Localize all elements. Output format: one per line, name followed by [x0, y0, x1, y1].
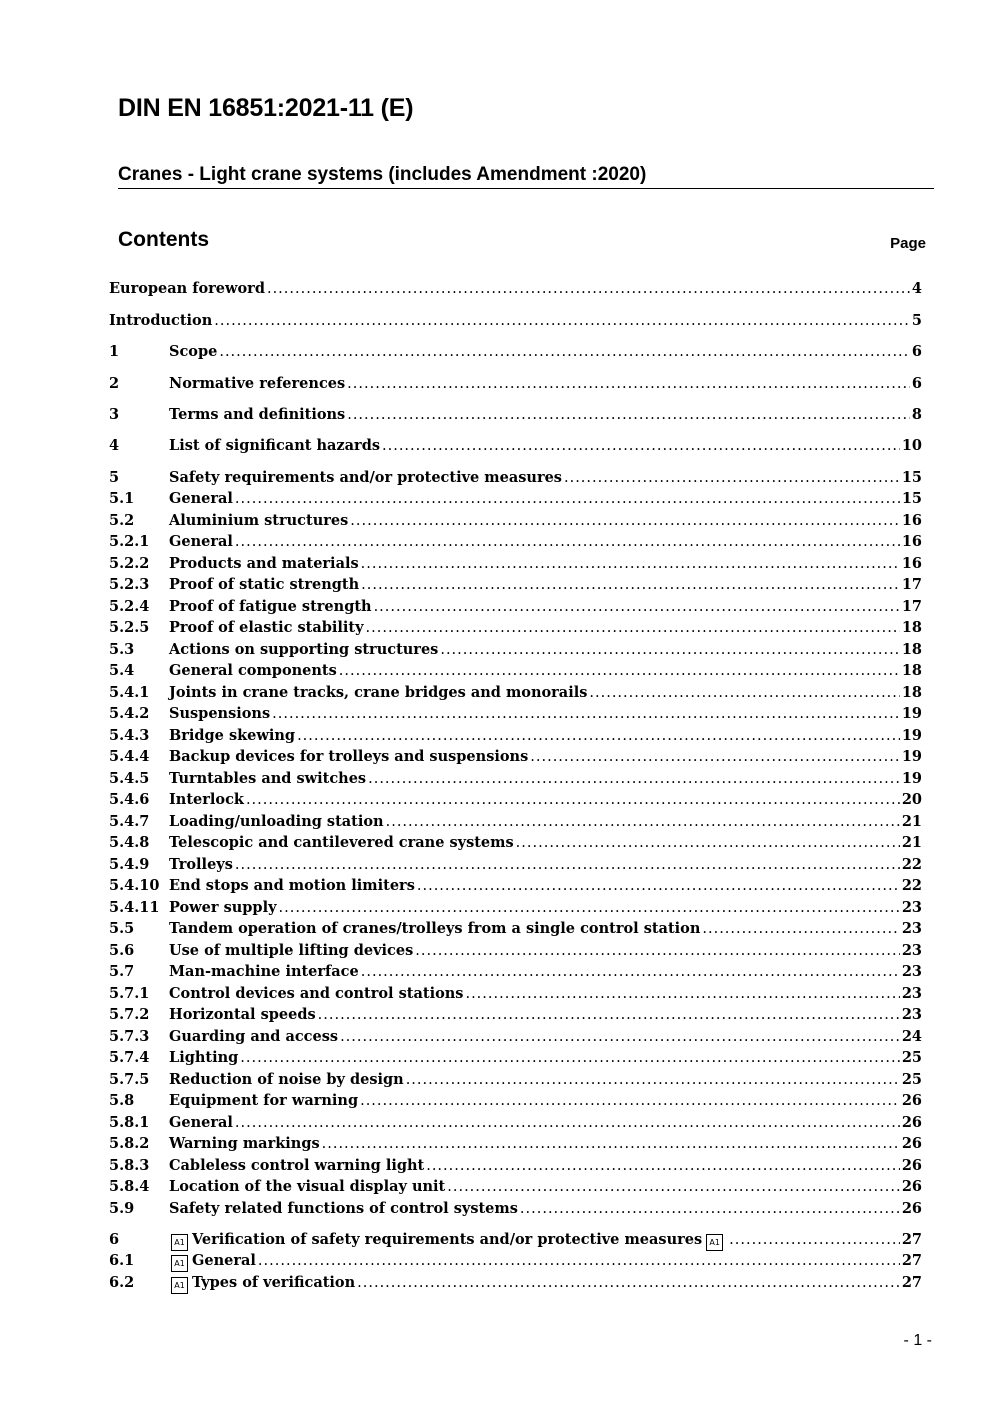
dot-leader	[235, 491, 900, 507]
toc-entry-page: 25	[901, 1071, 922, 1088]
toc-entry[interactable]	[109, 343, 922, 365]
toc-entry-title-wrap	[169, 1135, 320, 1152]
toc-entry-title-wrap	[169, 813, 384, 830]
toc-entry-number: 5.4.6	[109, 791, 150, 808]
toc-entry-title: End stops and motion limiters	[169, 877, 415, 894]
toc-entry-title: European foreword	[109, 280, 265, 297]
toc-entry[interactable]	[109, 813, 922, 835]
toc-entry-title-wrap	[169, 1178, 445, 1195]
toc-entry-title-wrap	[169, 533, 233, 550]
dot-leader	[357, 1275, 900, 1291]
toc-entry[interactable]	[109, 748, 922, 770]
dot-leader	[340, 1029, 900, 1045]
dot-leader	[368, 771, 900, 787]
toc-entry-page: 26	[901, 1157, 922, 1174]
toc-entry-title-wrap	[169, 1092, 358, 1109]
dot-leader	[382, 438, 900, 454]
dot-leader	[386, 814, 900, 830]
toc-entry-title: Normative references	[169, 375, 346, 392]
toc-entry-title: General	[169, 533, 233, 550]
toc-entry[interactable]	[109, 1006, 922, 1028]
toc-entry-title: Use of multiple lifting devices	[169, 942, 414, 959]
toc-entry[interactable]	[109, 1157, 922, 1179]
toc-entry-number: 5.4.5	[109, 770, 150, 787]
toc-entry-title: Lighting	[169, 1049, 239, 1066]
toc-entry-title: Proof of elastic stability	[169, 619, 364, 636]
dot-leader	[322, 1136, 900, 1152]
toc-entry[interactable]	[109, 963, 922, 985]
toc-entry-title-wrap	[169, 920, 700, 937]
toc-entry-title: Reduction of noise by design	[169, 1071, 404, 1088]
toc-entry-page: 18	[901, 619, 922, 636]
dot-leader	[235, 857, 900, 873]
toc-entry-title: Tandem operation of cranes/trolleys from a single control station	[169, 920, 701, 937]
toc-entry-page: 16	[901, 512, 922, 529]
dot-leader	[235, 534, 900, 550]
toc-entry[interactable]	[109, 280, 922, 302]
toc-entry[interactable]	[109, 791, 922, 813]
toc-entry-number: 5.2	[109, 512, 135, 529]
toc-entry[interactable]	[109, 727, 922, 749]
toc-entry-number: 5.4.10	[109, 877, 160, 894]
toc-entry-title-wrap	[169, 963, 359, 980]
toc-entry[interactable]	[109, 920, 922, 942]
dot-leader	[520, 1201, 900, 1217]
toc-entry-page: 23	[901, 899, 922, 916]
toc-entry-title: Interlock	[169, 791, 244, 808]
contents-heading: Contents	[118, 228, 209, 251]
toc-entry-number: 6.1	[109, 1252, 135, 1269]
dot-leader	[318, 1007, 900, 1023]
dot-leader	[417, 878, 900, 894]
toc-entry-page: 6	[911, 343, 922, 360]
dot-leader	[279, 900, 900, 916]
toc-entry-page: 23	[901, 920, 922, 937]
toc-entry-page: 25	[901, 1049, 922, 1066]
dot-leader	[729, 1232, 900, 1248]
toc-entry-page: 18	[901, 684, 922, 701]
toc-entry-page: 26	[901, 1092, 922, 1109]
toc-entry[interactable]	[109, 641, 922, 663]
toc-entry-title-wrap	[169, 856, 233, 873]
toc-entry-number: 6	[109, 1231, 120, 1248]
toc-entry-page: 23	[901, 1006, 922, 1023]
dot-leader	[246, 792, 900, 808]
toc-entry-title: Trolleys	[169, 856, 233, 873]
toc-entry-title: Control devices and control stations	[169, 985, 464, 1002]
toc-entry-title-wrap	[169, 490, 233, 507]
dot-leader	[366, 620, 900, 636]
toc-entry-title-wrap	[169, 1049, 238, 1066]
dot-leader	[347, 407, 910, 423]
toc-entry-number: 1	[109, 343, 120, 360]
amendment-start-icon: A1	[171, 1277, 188, 1294]
toc-entry-page: 15	[901, 490, 922, 507]
toc-entry-page: 4	[911, 280, 922, 297]
toc-entry-title-wrap	[169, 406, 345, 423]
toc-entry-page: 21	[901, 834, 922, 851]
toc-entry-title: Man-machine interface	[169, 963, 359, 980]
toc-entry-title-wrap	[169, 662, 337, 679]
toc-entry-number: 5.4.4	[109, 748, 150, 765]
toc-entry[interactable]	[109, 1092, 922, 1114]
toc-entry-page: 5	[911, 312, 922, 329]
dot-leader	[516, 835, 900, 851]
toc-entry-number: 5.2.5	[109, 619, 150, 636]
toc-entry[interactable]	[109, 1028, 922, 1050]
toc-entry-page: 19	[901, 770, 922, 787]
toc-entry-title-wrap	[169, 748, 528, 765]
toc-entry-title-wrap	[169, 1157, 424, 1174]
toc-entry-page: 22	[901, 856, 922, 873]
toc-entry-title-wrap	[169, 375, 345, 392]
toc-entry-page: 8	[911, 406, 922, 423]
toc-entry-title: Actions on supporting structures	[169, 641, 439, 658]
document-subtitle: Cranes - Light crane systems (includes Amendment :2020)	[118, 164, 934, 189]
toc-entry-page: 19	[901, 727, 922, 744]
toc-entry-title-wrap	[169, 1114, 233, 1131]
toc-entry-title-wrap	[169, 899, 277, 916]
toc-entry-title: Warning markings	[169, 1135, 320, 1152]
toc-entry-page: 23	[901, 963, 922, 980]
toc-entry[interactable]	[109, 469, 922, 491]
dot-leader	[465, 986, 899, 1002]
toc-entry-number: 5.7.5	[109, 1071, 150, 1088]
toc-entry[interactable]	[109, 877, 922, 899]
toc-entry[interactable]	[109, 985, 922, 1007]
dot-leader	[350, 513, 900, 529]
toc-entry-title: Equipment for warning	[169, 1092, 359, 1109]
toc-entry[interactable]	[109, 1231, 922, 1253]
toc-entry-page: 19	[901, 748, 922, 765]
toc-entry[interactable]	[109, 406, 922, 428]
toc-entry-page: 24	[901, 1028, 922, 1045]
toc-entry-number: 2	[109, 375, 120, 392]
toc-entry-title: General	[169, 490, 233, 507]
dot-leader	[360, 1093, 900, 1109]
toc-entry-title: Loading/unloading station	[169, 813, 384, 830]
toc-entry-title: General	[192, 1252, 256, 1269]
dot-leader	[447, 1179, 900, 1195]
toc-entry[interactable]	[109, 662, 922, 684]
toc-entry-page: 27	[901, 1252, 922, 1269]
dot-leader	[530, 749, 900, 765]
toc-entry-number: 5.7	[109, 963, 135, 980]
toc-entry-title: Guarding and access	[169, 1028, 339, 1045]
toc-entry-title: Safety requirements and/or protective measures	[169, 469, 562, 486]
toc-entry[interactable]	[109, 555, 922, 577]
toc-entry-number: 5.9	[109, 1200, 135, 1217]
toc-entry-title-wrap	[169, 1274, 355, 1294]
dot-leader	[214, 313, 910, 329]
toc-entry[interactable]	[109, 576, 922, 598]
toc-entry-title: Cableless control warning light	[169, 1157, 425, 1174]
page-number: - 1 -	[903, 1332, 932, 1349]
toc-entry-number: 4	[109, 437, 120, 454]
toc-entry[interactable]	[109, 375, 922, 397]
toc-entry-number: 5.8.4	[109, 1178, 150, 1195]
toc-entry[interactable]	[109, 705, 922, 727]
dot-leader	[219, 344, 910, 360]
dot-leader	[406, 1072, 900, 1088]
dot-leader	[361, 577, 900, 593]
toc-entry-page: 26	[901, 1114, 922, 1131]
toc-entry-number: 5.4.1	[109, 684, 150, 701]
toc-entry-page: 17	[901, 576, 922, 593]
toc-entry[interactable]	[109, 512, 922, 534]
toc-entry-title-wrap	[169, 791, 244, 808]
toc-entry-title-wrap	[169, 877, 415, 894]
toc-entry-title-wrap	[169, 469, 562, 486]
toc-entry-number: 5.5	[109, 920, 135, 937]
toc-entry-title-wrap	[169, 512, 348, 529]
toc-entry-number: 5.2.3	[109, 576, 150, 593]
toc-entry-page: 23	[901, 942, 922, 959]
toc-entry-title-wrap	[169, 1252, 256, 1272]
dot-leader	[702, 921, 899, 937]
dot-leader	[235, 1115, 900, 1131]
toc-entry-number: 5.1	[109, 490, 135, 507]
toc-entry-number: 5.6	[109, 942, 135, 959]
toc-entry-title: Backup devices for trolleys and suspensions	[169, 748, 529, 765]
dot-leader	[361, 556, 900, 572]
toc-entry-title-wrap	[169, 343, 217, 360]
toc-entry[interactable]	[109, 437, 922, 459]
toc-entry-title-wrap	[169, 705, 270, 722]
dot-leader	[361, 964, 900, 980]
toc-entry[interactable]	[109, 1135, 922, 1157]
toc-entry-number: 5	[109, 469, 120, 486]
toc-entry-title-wrap	[169, 985, 463, 1002]
toc-entry-number: 5.4.8	[109, 834, 150, 851]
amendment-start-icon: A1	[171, 1234, 188, 1251]
toc-entry[interactable]	[109, 1200, 922, 1222]
dot-leader	[272, 706, 900, 722]
toc-entry-number: 5.4.9	[109, 856, 150, 873]
toc-entry-title: Types of verification	[192, 1274, 356, 1291]
document-title: DIN EN 16851:2021-11 (E)	[118, 94, 414, 122]
toc-entry-page: 17	[901, 598, 922, 615]
toc-entry-number: 5.8.2	[109, 1135, 150, 1152]
toc-entry-title-wrap	[109, 280, 265, 297]
toc-entry[interactable]	[109, 684, 922, 706]
toc-entry[interactable]	[109, 834, 922, 856]
toc-entry-title-wrap	[169, 1006, 316, 1023]
toc-entry-title-wrap	[169, 770, 366, 787]
toc-entry-title: Turntables and switches	[169, 770, 367, 787]
toc-entry-title: General components	[169, 662, 337, 679]
toc-entry-title: Scope	[169, 343, 218, 360]
toc-entry-page: 16	[901, 555, 922, 572]
toc-entry-page: 19	[901, 705, 922, 722]
toc-entry[interactable]	[109, 1049, 922, 1071]
toc-entry-page: 16	[901, 533, 922, 550]
dot-leader	[347, 376, 910, 392]
toc-entry-title: Introduction	[109, 312, 213, 329]
toc-entry-title-wrap	[169, 942, 413, 959]
toc-entry[interactable]	[109, 856, 922, 878]
toc-entry-number: 5.7.1	[109, 985, 150, 1002]
toc-entry[interactable]	[109, 899, 922, 921]
toc-entry-page: 27	[901, 1231, 922, 1248]
toc-entry[interactable]	[109, 312, 922, 334]
toc-entry[interactable]	[109, 1178, 922, 1200]
toc-entry-title-wrap	[109, 312, 212, 329]
toc-entry-page: 26	[901, 1178, 922, 1195]
toc-entry-title-wrap	[169, 598, 372, 615]
toc-entry-title: Horizontal speeds	[169, 1006, 316, 1023]
amendment-end-icon: A1	[706, 1234, 723, 1251]
toc-entry-page: 18	[901, 662, 922, 679]
toc-entry-title: Verification of safety requirements and/or protective measures	[192, 1231, 703, 1248]
dot-leader	[564, 470, 900, 486]
toc-entry-title: Telescopic and cantilevered crane systems	[169, 834, 514, 851]
toc-entry-title: Bridge skewing	[169, 727, 296, 744]
toc-entry-page: 23	[901, 985, 922, 1002]
toc-entry[interactable]	[109, 1274, 922, 1296]
toc-entry-title-wrap	[169, 684, 587, 701]
toc-entry-title: Terms and definitions	[169, 406, 346, 423]
toc-entry-number: 5.4.7	[109, 813, 150, 830]
toc-entry[interactable]	[109, 533, 922, 555]
page-column-label: Page	[890, 235, 926, 252]
toc-entry-page: 27	[901, 1274, 922, 1291]
dot-leader	[258, 1253, 900, 1269]
toc-entry-page: 22	[901, 877, 922, 894]
toc-entry-title: Products and materials	[169, 555, 359, 572]
toc-entry-number: 6.2	[109, 1274, 135, 1291]
toc-entry-page: 26	[901, 1135, 922, 1152]
toc-entry-number: 5.2.2	[109, 555, 150, 572]
toc-entry-number: 5.4.11	[109, 899, 160, 916]
dot-leader	[267, 281, 910, 297]
toc-entry[interactable]	[109, 770, 922, 792]
toc-entry-page: 6	[911, 375, 922, 392]
toc-entry[interactable]	[109, 1071, 922, 1093]
toc-entry-title-wrap	[169, 834, 514, 851]
toc-entry-number: 5.2.4	[109, 598, 150, 615]
toc-entry-title-wrap	[169, 619, 364, 636]
toc-entry-title-wrap	[169, 576, 359, 593]
toc-entry-number: 5.2.1	[109, 533, 150, 550]
toc-entry-number: 5.4	[109, 662, 135, 679]
toc-entry-number: 5.8	[109, 1092, 135, 1109]
toc-entry-title: Suspensions	[169, 705, 271, 722]
toc-entry[interactable]	[109, 598, 922, 620]
toc-entry[interactable]	[109, 490, 922, 512]
toc-entry-page: 20	[901, 791, 922, 808]
toc-entry-title: List of significant hazards	[169, 437, 380, 454]
toc-entry-title-wrap	[169, 555, 359, 572]
toc-entry-title-wrap	[169, 1071, 404, 1088]
toc-entry-title-wrap	[169, 641, 438, 658]
toc-entry-page: 26	[901, 1200, 922, 1217]
toc-entry-title-wrap	[169, 1200, 518, 1217]
toc-entry-title: Aluminium structures	[169, 512, 349, 529]
toc-entry[interactable]	[109, 1252, 922, 1274]
toc-entry-title: Safety related functions of control systems	[169, 1200, 518, 1217]
toc-entry-title: Joints in crane tracks, crane bridges and monorails	[169, 684, 588, 701]
toc-entry-title: Power supply	[169, 899, 277, 916]
toc-entry[interactable]	[109, 619, 922, 641]
toc-entry-title-wrap	[169, 437, 380, 454]
toc-entry-page: 18	[901, 641, 922, 658]
dot-leader	[589, 685, 899, 701]
toc-entry-page: 21	[901, 813, 922, 830]
toc-entry[interactable]	[109, 942, 922, 964]
dot-leader	[374, 599, 900, 615]
toc-entry-title-wrap	[169, 1028, 338, 1045]
toc-entry[interactable]	[109, 1114, 922, 1136]
toc-entry-number: 3	[109, 406, 120, 423]
toc-entry-title: General	[169, 1114, 233, 1131]
toc-entry-page: 15	[901, 469, 922, 486]
toc-entry-title: Proof of fatigue strength	[169, 598, 372, 615]
dot-leader	[297, 728, 900, 744]
toc-entry-page: 10	[901, 437, 922, 454]
toc-entry-number: 5.3	[109, 641, 135, 658]
dot-leader	[440, 642, 899, 658]
dot-leader	[339, 663, 900, 679]
amendment-start-icon: A1	[171, 1255, 188, 1272]
toc-entry-number: 5.7.2	[109, 1006, 150, 1023]
dot-leader	[426, 1158, 900, 1174]
toc-entry-number: 5.8.1	[109, 1114, 150, 1131]
dot-leader	[240, 1050, 900, 1066]
toc-entry-title-wrap	[169, 727, 295, 744]
toc-entry-title: Location of the visual display unit	[169, 1178, 446, 1195]
toc-entry-number: 5.7.4	[109, 1049, 150, 1066]
toc-entry-number: 5.8.3	[109, 1157, 150, 1174]
dot-leader	[415, 943, 900, 959]
toc-entry-number: 5.7.3	[109, 1028, 150, 1045]
toc-entry-number: 5.4.2	[109, 705, 150, 722]
toc-entry-number: 5.4.3	[109, 727, 150, 744]
toc-entry-title: Proof of static strength	[169, 576, 360, 593]
toc-entry-title-wrap	[169, 1231, 727, 1251]
